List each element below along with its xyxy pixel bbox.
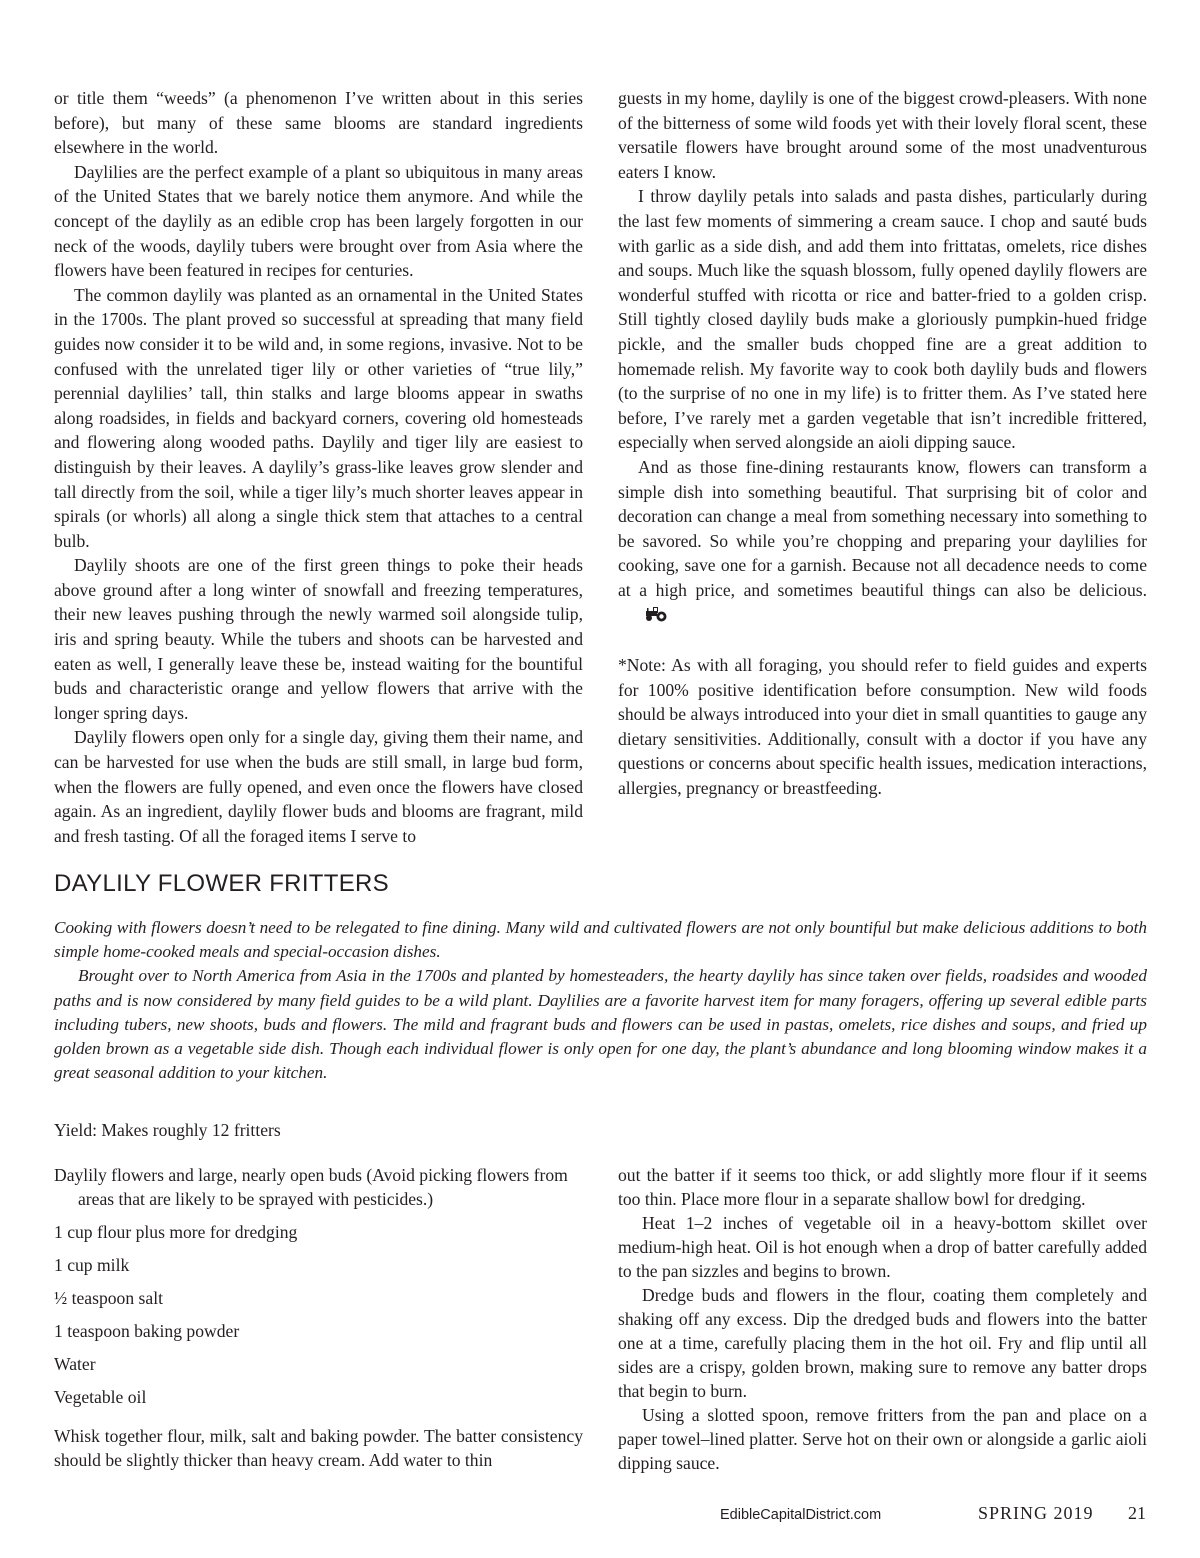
tractor-icon [624, 604, 668, 629]
article-column-left [54, 86, 583, 848]
recipe-method-right [618, 1163, 1147, 1475]
page-footer [0, 1503, 1200, 1527]
page-number: 21 [1128, 1503, 1146, 1523]
article-paragraph: Daylilies are the perfect example of a plant so ubiquitous in many areas of the United States that we barely notice them anymore. And while the concept of the daylily as an edible crop has been largely forgotten in our neck of the woods, daylily tubers were brought over from Asia where the flowers have been featured in recipes for centuries. [54, 161, 583, 281]
method-paragraph: Heat 1–2 inches of vegetable oil in a heavy-bottom skillet over medium-high heat. Oil is hot enough when a drop of batter carefully added to the pan sizzles and begins to brown. [618, 1213, 1147, 1281]
article-paragraph: or title them “weeds” (a phenomenon I’ve written about in this series before), but many of these same blooms are standard ingredients elsewhere in the world. [54, 88, 583, 158]
article-paragraph: I throw daylily petals into salads and pasta dishes, particularly during the last few moments of simmering a cream sauce. I chop and sauté buds with garlic as a side dish, and add them into frittatas, omelets, rice dishes and soups. Much like the squash blossom, fully opened daylily flowers are wonderful stuffed with ricotta or rice and batter-fried to a golden crisp. Still tightly closed daylily buds make a gloriously pumpkin-hued fridge pickle, and the smaller buds chopped fine are a great addition to homemade relish. My favorite way to cook both daylily buds and flowers (to the surprise of no one in my life) is to fritter them. As I’ve stated here before, I’ve rarely met a garden vegetable that isn’t incredible frittered, especially when served alongside an aioli dipping sauce. [618, 186, 1147, 453]
ingredient-item: Daylily flowers and large, nearly open buds (Avoid picking flowers from areas that are likely to be sprayed with pesticides.) [54, 1165, 568, 1209]
recipe-yield: Yield: Makes roughly 12 fritters [54, 1120, 281, 1140]
ingredient-item: 1 cup flour plus more for dredging [54, 1222, 298, 1242]
foraging-note: *Note: As with all foraging, you should refer to field guides and experts for 100% positive identification before consumption. New wild foods should be always introduced into your diet in small quantities to gauge any dietary sensitivities. Additionally, consult with a doctor if you have any questions or concerns about specific health issues, medication interactions, allergies, pregnancy or breastfeeding. [618, 655, 1147, 799]
ingredient-item: 1 cup milk [54, 1255, 130, 1275]
method-paragraph: Whisk together flour, milk, salt and baking powder. The batter consistency should be slightly thicker than heavy cream. Add water to thin [54, 1426, 583, 1470]
method-paragraph: out the batter if it seems too thick, or add slightly more flour if it seems too thin. Place more flour in a separate shallow bowl for dredging. [618, 1165, 1147, 1209]
method-paragraph: Dredge buds and flowers in the flour, coating them completely and shaking off any excess. Dip the dredged buds and flowers into the batter one at a time, carefully placing them in the hot oil. Fry and flip until all sides are a crispy, golden brown, making sure to remove any batter drops that begin to burn. [618, 1285, 1147, 1401]
intro-paragraph: Brought over to North America from Asia in the 1700s and planted by homesteaders, the hearty daylily has since taken over fields, roadsides and wooded paths and is now considered by many field guides to be a wild plant. Daylilies are a favorite harvest item for many foragers, offering up several edible parts including tubers, new shoots, buds and flowers. The mild and fragrant buds and flowers can be used in pastas, omelets, rice dishes and soups, and fried up golden brown as a vegetable side dish. Though each individual flower is only open for one day, the plant’s abundance and long blooming window makes it a great seasonal addition to your kitchen. [54, 966, 1147, 1083]
recipe-title: DAYLILY FLOWER FRITTERS [54, 870, 389, 897]
ingredient-item: Water [54, 1354, 96, 1374]
article-paragraph [618, 455, 1147, 629]
recipe-intro [54, 916, 1147, 1085]
article-column-right [618, 86, 1147, 801]
article-paragraph: Daylily shoots are one of the first green things to poke their heads above ground after a long winter of snowfall and freezing temperatures, their new leaves pushing through the newly warmed soil alongside tulip, iris and spring beauty. While the tubers and shoots can be harvested and eaten as well, I generally leave these be, instead waiting for the bountiful buds and characteristic orange and yellow flowers that arrive with the longer spring days. [54, 555, 583, 723]
article-paragraph: The common daylily was planted as an ornamental in the United States in the 1700s. The plant proved so successful at spreading that many field guides now consider it to be wild and, in some regions, invasive. Not to be confused with the unrelated tiger lily or other varieties of “true lily,” perennial daylilies’ tall, thin stalks and large blooms appear in swaths along roadsides, in fields and backyard corners, covering old homesteads and flowering along wooded paths. Daylily and tiger lily are easiest to distinguish by their leaves. A daylily’s grass-like leaves grow slender and tall directly from the soil, while a tiger lily’s much shorter leaves appear in spirals (or whorls) all along a single thick stem that attaches to a central bulb. [54, 284, 583, 551]
intro-paragraph: Cooking with flowers doesn’t need to be relegated to fine dining. Many wild and cultivated flowers are not only bountiful but make delicious additions to both simple home-cooked meals and special-occasion dishes. [54, 918, 1147, 962]
ingredient-item: Vegetable oil [54, 1387, 147, 1407]
article-paragraph: Daylily flowers open only for a single day, giving them their name, and can be harvested for use when the buds are still small, in large bud form, when the flowers are fully opened, and even once the flowers have closed again. As an ingredient, daylily flower buds and blooms are fragrant, mild and fresh tasting. Of all the foraged items I serve to [54, 727, 583, 846]
footer-website: EdibleCapitalDistrict.com [720, 1507, 882, 1523]
ingredient-item: 1 teaspoon baking powder [54, 1321, 240, 1341]
footer-issue: SPRING 2019 [978, 1503, 1094, 1523]
method-paragraph: Using a slotted spoon, remove fritters from the pan and place on a paper towel–lined platter. Serve hot on their own or alongside a garlic aioli dipping sauce. [618, 1405, 1147, 1473]
article-paragraph: guests in my home, daylily is one of the biggest crowd-pleasers. With none of the bitterness of some wild foods yet with their lovely floral scent, these versatile flowers have brought around some of the most unadventurous eaters I know. [618, 88, 1147, 182]
recipe-method-left [54, 1424, 583, 1472]
closing-paragraph-text: And as those fine-dining restaurants know, flowers can transform a simple dish into something beautiful. That surprising bit of color and decoration can change a meal from something necessary into something to be savored. So while you’re chopping and preparing your daylilies for cooking, save one for a garnish. Because not all decadence needs to come at a high price, and sometimes beautiful things can also be delicious. [618, 456, 1147, 600]
ingredient-item: ½ teaspoon salt [54, 1288, 163, 1308]
ingredient-list [54, 1163, 583, 1418]
